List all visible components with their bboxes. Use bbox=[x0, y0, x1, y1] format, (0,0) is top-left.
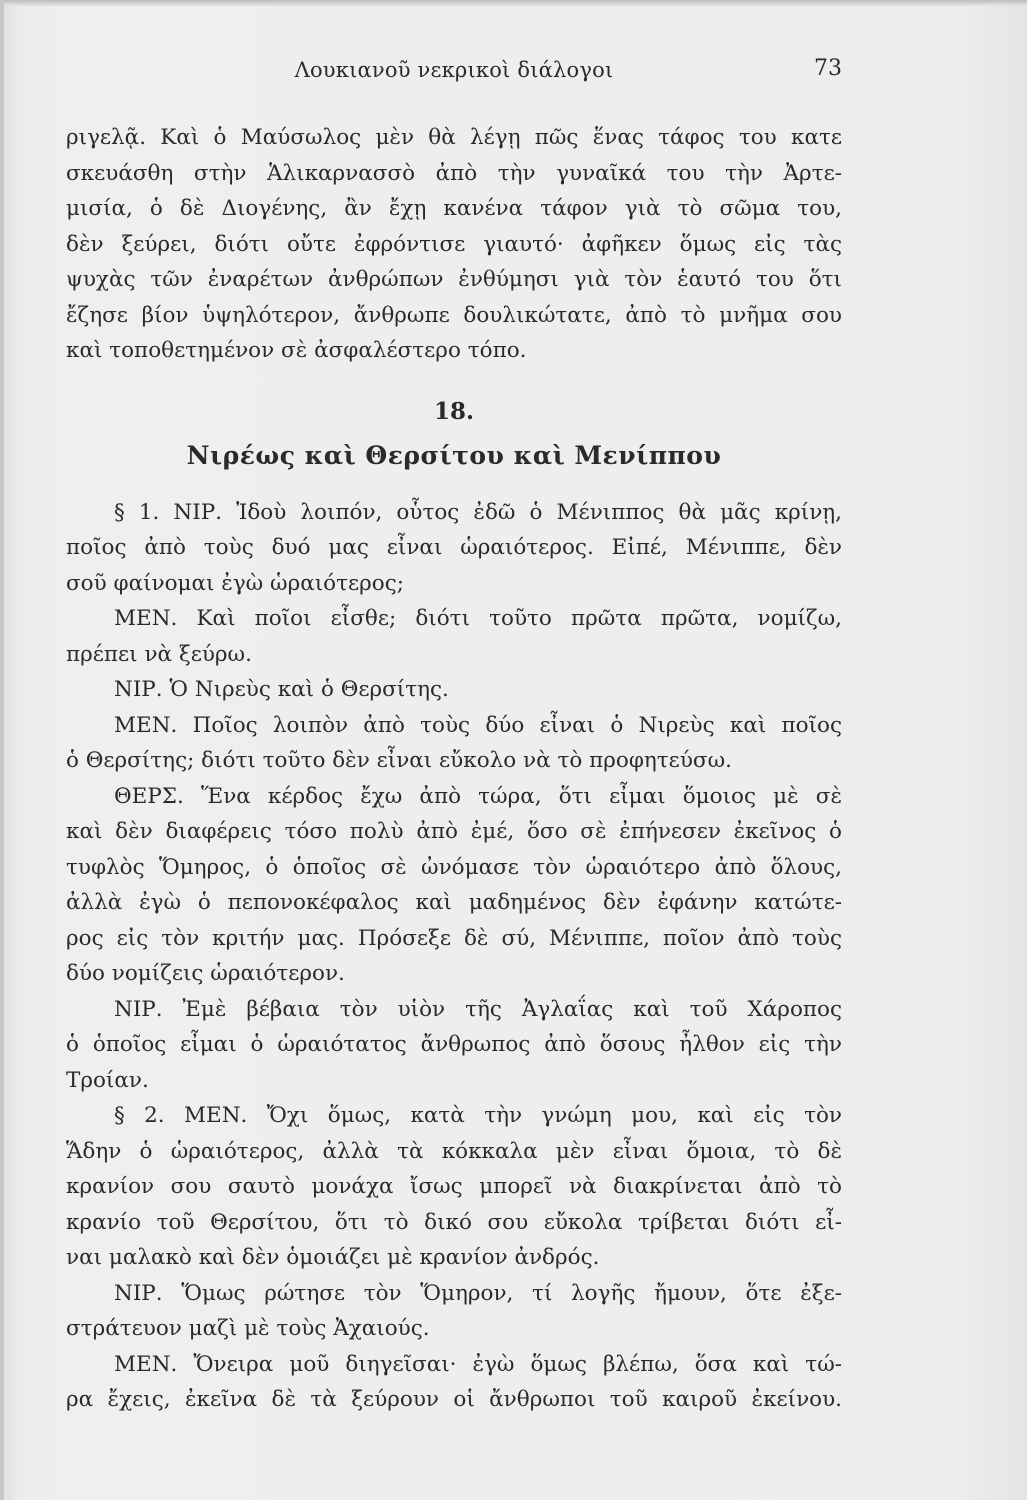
dialogue-line: ρος εἰς τὸν κριτήν μας. Πρόσεξε δὲ σύ, Μένιππε, ποῖον ἀπὸ τοὺς bbox=[66, 925, 842, 951]
dialogue-line: § 2. ΜΕΝ. Ὄχι ὅμως, κατὰ τὴν γνώμη μου, καὶ εἰς τὸν bbox=[114, 1103, 842, 1128]
section-title: Νιρέως καὶ Θερσίτου καὶ Μενίππου bbox=[186, 440, 722, 470]
dialogue-line: ΜΕΝ. Ποῖος λοιπὸν ἀπὸ τοὺς δύο εἶναι ὁ Νιρεὺς καὶ ποῖος bbox=[114, 712, 842, 738]
dialogue-line: ΘΕΡΣ. Ἕνα κέρδος ἔχω ἀπὸ τώρα, ὅτι εἶμαι ὅμοιος μὲ σὲ bbox=[114, 783, 842, 809]
dialogue-line: τυφλὸς Ὅμηρος, ὁ ὁποῖος σὲ ὠνόμασε τὸν ὡραιότερο ἀπὸ ὅλους, bbox=[66, 854, 842, 880]
dialogue-line: ἀλλὰ ἐγὼ ὁ πεπονοκέφαλος καὶ μαδημένος δὲν ἐφάνην κατώτε- bbox=[66, 890, 842, 915]
dialogue-line: Ἅδην ὁ ὡραιότερος, ἀλλὰ τὰ κόκκαλα μὲν εἶναι ὅμοια, τὸ δὲ bbox=[66, 1138, 842, 1164]
page-header bbox=[66, 52, 842, 92]
dialogue-line: στράτευον μαζὶ μὲ τοὺς Ἀχαιούς. bbox=[66, 1316, 430, 1341]
dialogue-line: ὁ Θερσίτης; διότι τοῦτο δὲν εἶναι εὔκολο νὰ τὸ προφητεύσω. bbox=[66, 748, 732, 773]
page-content bbox=[66, 52, 842, 1418]
page-number: 73 bbox=[814, 56, 842, 81]
dialogue-line: ΜΕΝ. Καὶ ποῖοι εἶσθε; διότι τοῦτο πρῶτα πρῶτα, νομίζω, bbox=[114, 606, 842, 631]
dialogue-line: ΜΕΝ. Ὄνειρα μοῦ διηγεῖσαι· ἐγὼ ὅμως βλέπω, ὅσα καὶ τώ- bbox=[114, 1351, 842, 1377]
intro-paragraph bbox=[66, 120, 842, 369]
dialogue-line: ὁ ὁποῖος εἶμαι ὁ ὡραιότατος ἄνθρωπος ἀπὸ ὅσους ἦλθον εἰς τὴν bbox=[66, 1032, 842, 1057]
text-line: δὲν ξεύρει, διότι οὔτε ἐφρόντισε γιαυτό· ἀφῆκεν ὅμως εἰς τὰς bbox=[66, 231, 842, 257]
dialogue-line: σοῦ φαίνομαι ἐγὼ ὡραιότερος; bbox=[66, 570, 405, 596]
dialogue-line: δύο νομίζεις ὡραιότερον. bbox=[66, 961, 345, 986]
text-line: σκευάσθη στὴν Ἁλικαρνασσὸ ἀπὸ τὴν γυναῖκά του τὴν Ἀρτε- bbox=[66, 160, 842, 186]
text-line: ἔζησε βίον ὑψηλότερον, ἄνθρωπε δουλικώτατε, ἀπὸ τὸ μνῆμα σου bbox=[66, 302, 842, 328]
text-line: καὶ τοποθετημένον σὲ ἀσφαλέστερο τόπο. bbox=[66, 338, 527, 363]
running-title: Λουκιανοῦ νεκρικοὶ διάλογοι bbox=[294, 58, 614, 82]
text-line: μισία, ὁ δὲ Διογένης, ἂν ἔχῃ κανένα τάφον γιὰ τὸ σῶμα του, bbox=[66, 196, 842, 221]
dialogue-line: ΝΙΡ. Ὅμως ρώτησε τὸν Ὅμηρον, τί λογῆς ἤμουν, ὅτε ἐξε- bbox=[114, 1280, 842, 1306]
dialogue-line: κρανίο τοῦ Θερσίτου, ὅτι τὸ δικό σου εὔκολα τρίβεται διότι εἶ- bbox=[66, 1209, 842, 1235]
dialogue-line: ρα ἔχεις, ἐκεῖνα δὲ τὰ ξεύρουν οἱ ἄνθρωποι τοῦ καιροῦ ἐκείνου. bbox=[66, 1387, 842, 1412]
text-line: ψυχὰς τῶν ἐναρέτων ἀνθρώπων ἐνθύμησι γιὰ τὸν ἑαυτό του ὅτι bbox=[66, 267, 842, 292]
dialogue-line: ΝΙΡ. Ἐμὲ βέβαια τὸν υἱὸν τῆς Ἀγλαΐας καὶ τοῦ Χάροπος bbox=[114, 996, 842, 1022]
dialogue-line: Τροίαν. bbox=[66, 1067, 149, 1093]
page-top-edge bbox=[0, 0, 1027, 6]
dialogue-line: κρανίον σου σαυτὸ μονάχα ἴσως μπορεῖ νὰ διακρίνεται ἀπὸ τὸ bbox=[66, 1174, 842, 1199]
page-left-edge bbox=[0, 0, 4, 1500]
dialogue-line: ΝΙΡ. Ὁ Νιρεὺς καὶ ὁ Θερσίτης. bbox=[114, 677, 449, 702]
dialogue-line: ναι μαλακὸ καὶ δὲν ὁμοιάζει μὲ κρανίον ἀνδρός. bbox=[66, 1245, 600, 1270]
section-number: 18. bbox=[433, 397, 474, 425]
dialogue-line: ποῖος ἀπὸ τοὺς δυό μας εἶναι ὡραιότερος. Εἰπέ, Μένιππε, δὲν bbox=[66, 535, 842, 560]
dialogue-line: πρέπει νὰ ξεύρω. bbox=[66, 641, 252, 667]
dialogue-line: καὶ δὲν διαφέρεις τόσο πολὺ ἀπὸ ἐμέ, ὅσο σὲ ἐπήνεσεν ἐκεῖνος ὁ bbox=[66, 819, 842, 844]
dialogue-line: § 1. ΝΙΡ. Ἰδοὺ λοιπόν, οὗτος ἐδῶ ὁ Μένιππος θὰ μᾶς κρίνῃ, bbox=[114, 499, 842, 525]
dialogue-text bbox=[66, 495, 842, 1418]
text-line: ριγελᾷ. Καὶ ὁ Μαύσωλος μὲν θὰ λέγῃ πῶς ἕνας τάφος του κατε bbox=[66, 125, 842, 150]
